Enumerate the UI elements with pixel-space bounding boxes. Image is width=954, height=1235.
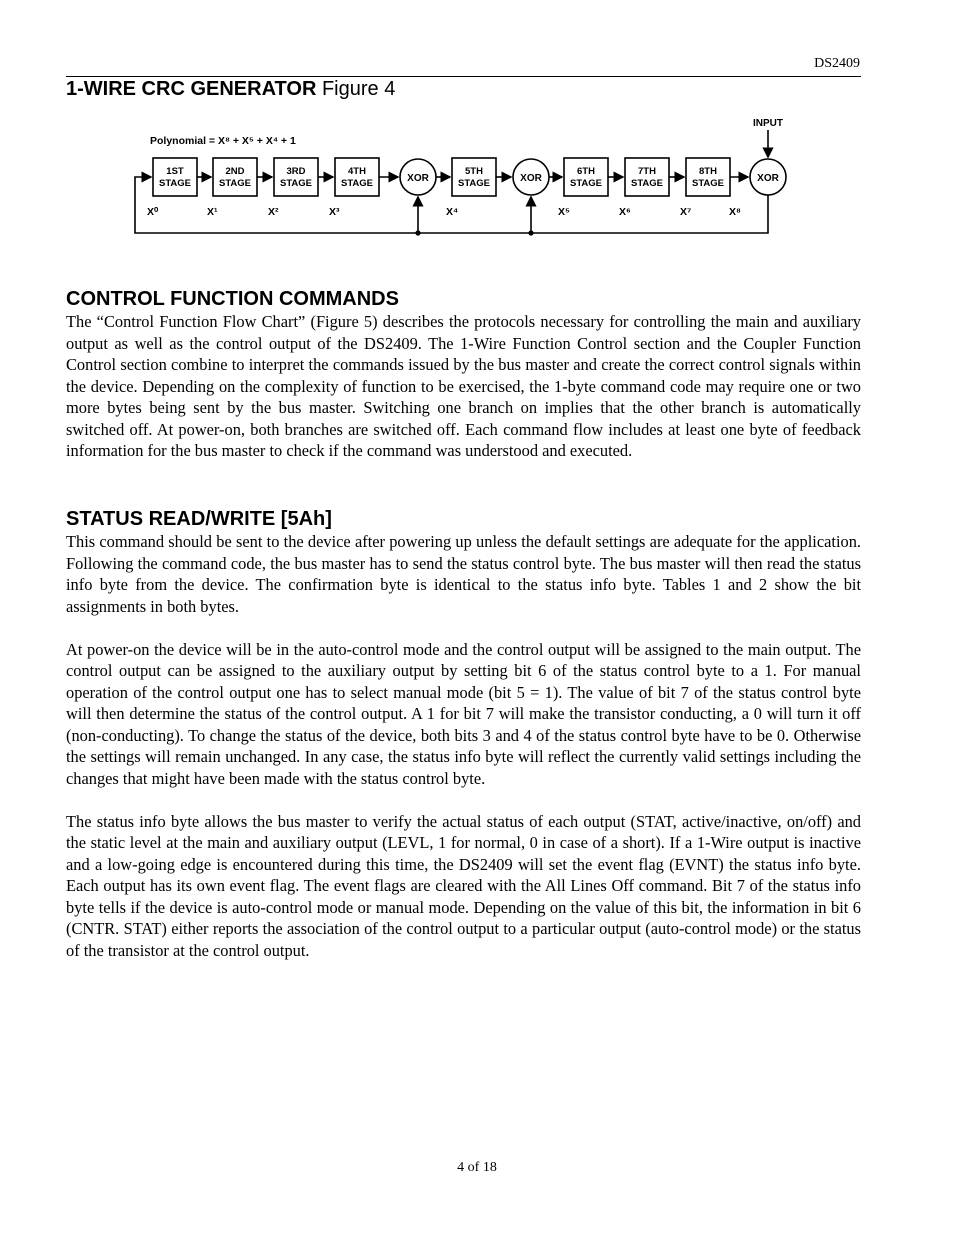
x-labels <box>147 206 741 218</box>
stage-word-label: STAGE <box>340 178 374 189</box>
x-term-label: X⁰ <box>147 206 159 218</box>
stage-number-label: 3RD <box>286 166 306 177</box>
stage-block <box>625 158 669 196</box>
stage-number-label: 2ND <box>225 166 245 177</box>
page-number: 4 of 18 <box>457 1160 497 1175</box>
stage-number-label: 5TH <box>465 166 483 177</box>
paragraph: At power-on the device will be in the auto-control mode and the control output will be assigned to the main output. The control output can be assigned to the auxiliary output by setting bit 6 of the status control byte to a 1. For manual operation of the control output one has to select manual mode (bit 5 = 1). The value of bit 7 of the status control byte will then determine the status of the control output. A 1 for bit 7 will make the transistor conducting, a 0 will turn it off (non-conducting). To change the status of the device, both bits 3 and 4 of the status control byte have to be 0. Otherwise the settings will remain unchanged. In any case, the status info byte will reflect the currently valid settings including the changes that might have been made with the status control byte. <box>66 639 861 788</box>
section-heading: CONTROL FUNCTION COMMANDS <box>66 288 399 310</box>
stage-word-label: STAGE <box>691 178 725 189</box>
x-term-label: X² <box>268 206 279 218</box>
x-term-label: X⁵ <box>558 206 570 218</box>
xor-label: XOR <box>407 173 429 184</box>
stage-word-label: STAGE <box>218 178 252 189</box>
x-term-label: X³ <box>329 206 340 218</box>
stage-word-label: STAGE <box>158 178 192 189</box>
paragraph: This command should be sent to the device after powering up unless the default settings are adequate for the application. Following the command code, the bus master has to send the status control byte. The bus master will then read the status info byte from the device. The confirmation byte is identical to the status info byte. Tables 1 and 2 show the bit assignments in both bytes. <box>66 532 861 616</box>
input-label: INPUT <box>753 118 783 129</box>
stage-block <box>452 158 496 196</box>
figure-title <box>66 78 395 101</box>
section-control-function <box>66 287 861 462</box>
x-term-label: X⁴ <box>446 206 459 218</box>
stage-word-label: STAGE <box>630 178 664 189</box>
stage-block <box>274 158 318 196</box>
figure-title-rest: Figure 4 <box>316 78 396 100</box>
xor-label: XOR <box>520 173 542 184</box>
stage-block <box>564 158 608 196</box>
crc-generator-diagram <box>125 112 805 242</box>
x-term-label: X¹ <box>207 206 218 218</box>
stage-number-label: 7TH <box>638 166 656 177</box>
stage-number-label: 4TH <box>348 166 366 177</box>
section-status-read-write <box>66 507 861 961</box>
stage-block <box>213 158 257 196</box>
stage-word-label: STAGE <box>279 178 313 189</box>
paragraph: The “Control Function Flow Chart” (Figure 5) describes the protocols necessary for controlling the main and auxiliary output as well as the control output of the DS2409. The 1-Wire Function Control section and the Coupler Function Control section combine to interpret the commands issued by the bus master and create the correct control signals within the device. Depending on the complexity of function to be exercised, the 1-byte command code may require one or two more bytes being sent by the bus master. Switching one branch on implies that the other branch is automatically switched off. At power-on, both branches are switched off. Each command flow includes at least one byte of feedback information for the bus master to check if the command was understood and executed. <box>66 312 861 460</box>
xor-label: XOR <box>757 173 779 184</box>
stage-block <box>153 158 197 196</box>
x-term-label: X⁶ <box>619 206 631 218</box>
xor-gate <box>750 159 786 195</box>
polynomial-label: Polynomial = X⁸ + X⁵ + X⁴ + 1 <box>150 135 296 147</box>
stage-number-label: 6TH <box>577 166 595 177</box>
document-id: DS2409 <box>814 56 860 71</box>
stage-word-label: STAGE <box>569 178 603 189</box>
stage-number-label: 1ST <box>166 166 184 177</box>
paragraph: The status info byte allows the bus master to verify the actual status of each output (STAT, active/inactive, on/off) and the static level at the main and auxiliary output (LEVL, 1 for normal, 0 in case of a short). If a 1-Wire output is inactive and a low-going edge is encountered during this time, the DS2409 will set the event flag (EVNT) the status info byte. Each output has its own event flag. The event flags are cleared with the All Lines Off command. Bit 7 of the status info byte tells if the device is auto-control mode or manual mode. Depending on the value of this bit, the information in bit 6 (CNTR. STAT) either reports the association of the control output to a particular output (auto-control mode) or the status of the transistor at the control output. <box>66 811 861 960</box>
xor-gate <box>513 159 549 195</box>
stage-number-label: 8TH <box>699 166 717 177</box>
header-rule <box>66 76 861 77</box>
figure-title-bold: 1-WIRE CRC GENERATOR <box>66 78 317 100</box>
section-heading: STATUS READ/WRITE [5Ah] <box>66 508 332 530</box>
xor-gate <box>400 159 436 195</box>
stage-word-label: STAGE <box>457 178 491 189</box>
x-term-label: X⁷ <box>680 206 692 218</box>
x-term-label: X⁸ <box>729 206 741 218</box>
stage-block <box>686 158 730 196</box>
stage-block <box>335 158 379 196</box>
